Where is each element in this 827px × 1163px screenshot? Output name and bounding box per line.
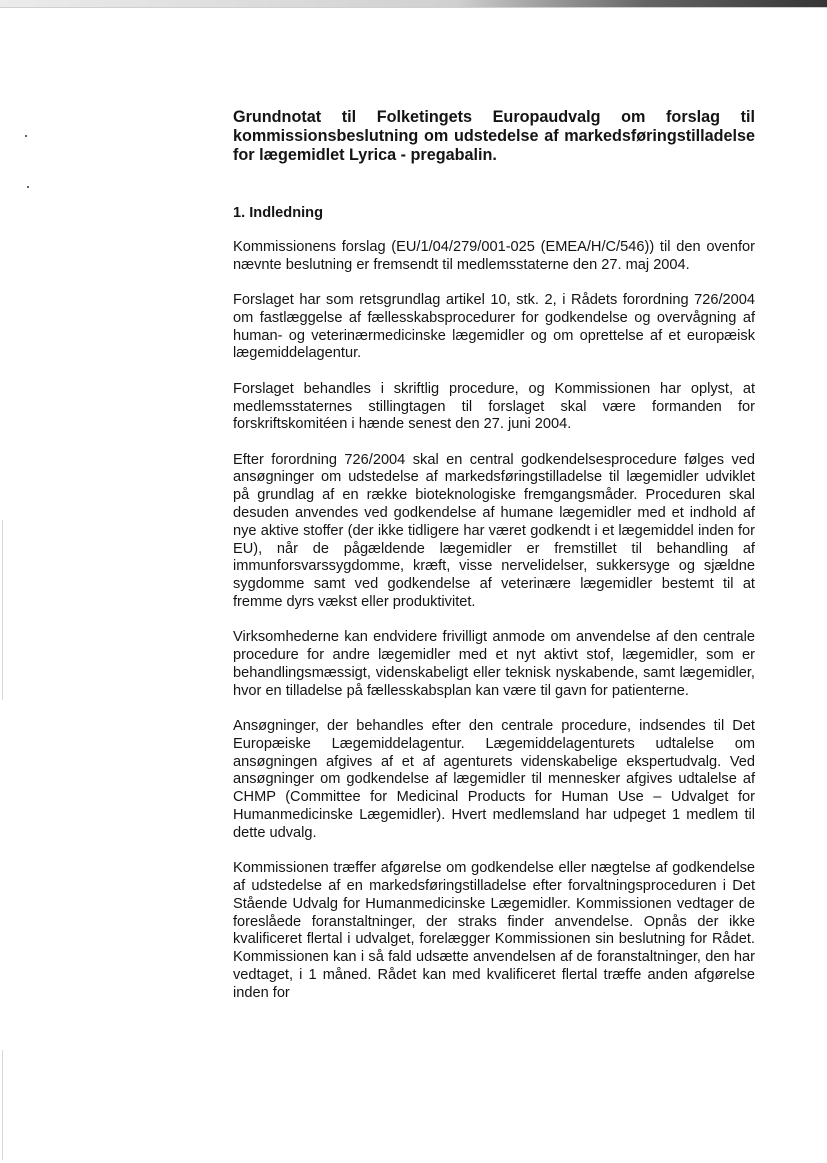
document-body — [233, 108, 755, 1002]
paragraph-written-procedure: Forslaget behandles i skriftlig procedure, og Kommissionen har oplyst, at medlemsstaternes stillingtagen til forslaget skal være formanden for forskriftskomitéen i hænde senest den 27. juni 2004. — [233, 380, 755, 433]
scan-margin-line — [2, 520, 3, 700]
paragraph-voluntary-request: Virksomhederne kan endvidere frivilligt anmode om anvendelse af den centrale procedure for andre lægemidler med et nyt aktivt stof, lægemidler, som er behandlingsmæssigt, videnskabeligt eller teknisk nyskabende, samt lægemidler, hvor en tilladelse på fællesskabsplan kan være til gavn for patienterne. — [233, 629, 755, 699]
section-heading: 1. Indledning — [233, 205, 323, 221]
scan-top-edge — [0, 0, 827, 7]
paragraph-legal-basis: Forslaget har som retsgrundlag artikel 10, stk. 2, i Rådets forordning 726/2004 om fastlæggelse af fællesskabsprocedurer for godkendelse og overvågning af human- og veterinærmedicinske lægemidler og om oprettelse af et europæisk lægemiddelagentur. — [233, 292, 755, 362]
paragraph-proposal: Kommissionens forslag (EU/1/04/279/001-025 (EMEA/H/C/546)) til den ovenfor nævnte beslutning er fremsendt til medlemsstaterne den 27. maj 2004. — [233, 239, 755, 273]
paragraph-central-procedure: Efter forordning 726/2004 skal en central godkendelsesprocedure følges ved ansøgninger om udstedelse af markedsføringstilladelse til lægemidler udviklet på grundlag af en række bioteknologiske fremgangsmåder. Proceduren skal desuden anvendes ved godkendelse af humane lægemidler med et indhold af nye aktive stoffer (der ikke tidligere har været godkendt i et lægemiddel inden for EU), når de pågældende lægemidler er fremstillet til behandling af immunforsvarssygdomme, kræft, visse nervelidelser, sukkersyge og sjældne sygdomme samt ved godkendelse af veterinære lægemidler bestemt til at fremme dyrs vækst eller produktivitet. — [233, 451, 755, 611]
paragraph-applications: Ansøgninger, der behandles efter den centrale procedure, indsendes til Det Europæiske Lægemiddelagentur. Lægemiddelagenturets udtalelse om ansøgningen afgives af et af agenturets videnskabelige ekspertudvalg. Ved ansøgninger om godkendelse af lægemidler til mennesker afgives udtalelse af CHMP (Committee for Medicinal Products for Human Use – Udvalget for Humanmedicinske Lægemidler). Hvert medlemsland har udpeget 1 medlem til dette udvalg. — [233, 718, 755, 841]
scan-speck — [27, 186, 29, 188]
scan-speck — [25, 135, 27, 137]
paragraph-commission-decision: Kommissionen træffer afgørelse om godkendelse eller nægtelse af godkendelse af udstedelse af en markedsføringstilladelse efter forvaltningsproceduren i Det Stående Udvalg for Humanmedicinske Lægemidler. Kommissionen vedtager de foreslåede foranstaltninger, der straks finder anvendelse. Opnås der ikke kvalificeret flertal i udvalget, forelægger Kommissionen sin beslutning for Rådet. Kommissionen kan i så fald udsætte anvendelsen af de foranstaltninger, den har vedtaget, i 1 måned. Rådet kan med kvalificeret flertal træffe anden afgørelse inden for — [233, 860, 755, 1001]
scan-top-line — [0, 7, 827, 8]
document-title: Grundnotat til Folketingets Europaudvalg om forslag til kommissionsbeslutning om udstedelse af markedsføringstilladelse for lægemidlet Lyrica - pregabalin. — [233, 108, 755, 164]
scan-margin-line — [2, 1050, 3, 1160]
